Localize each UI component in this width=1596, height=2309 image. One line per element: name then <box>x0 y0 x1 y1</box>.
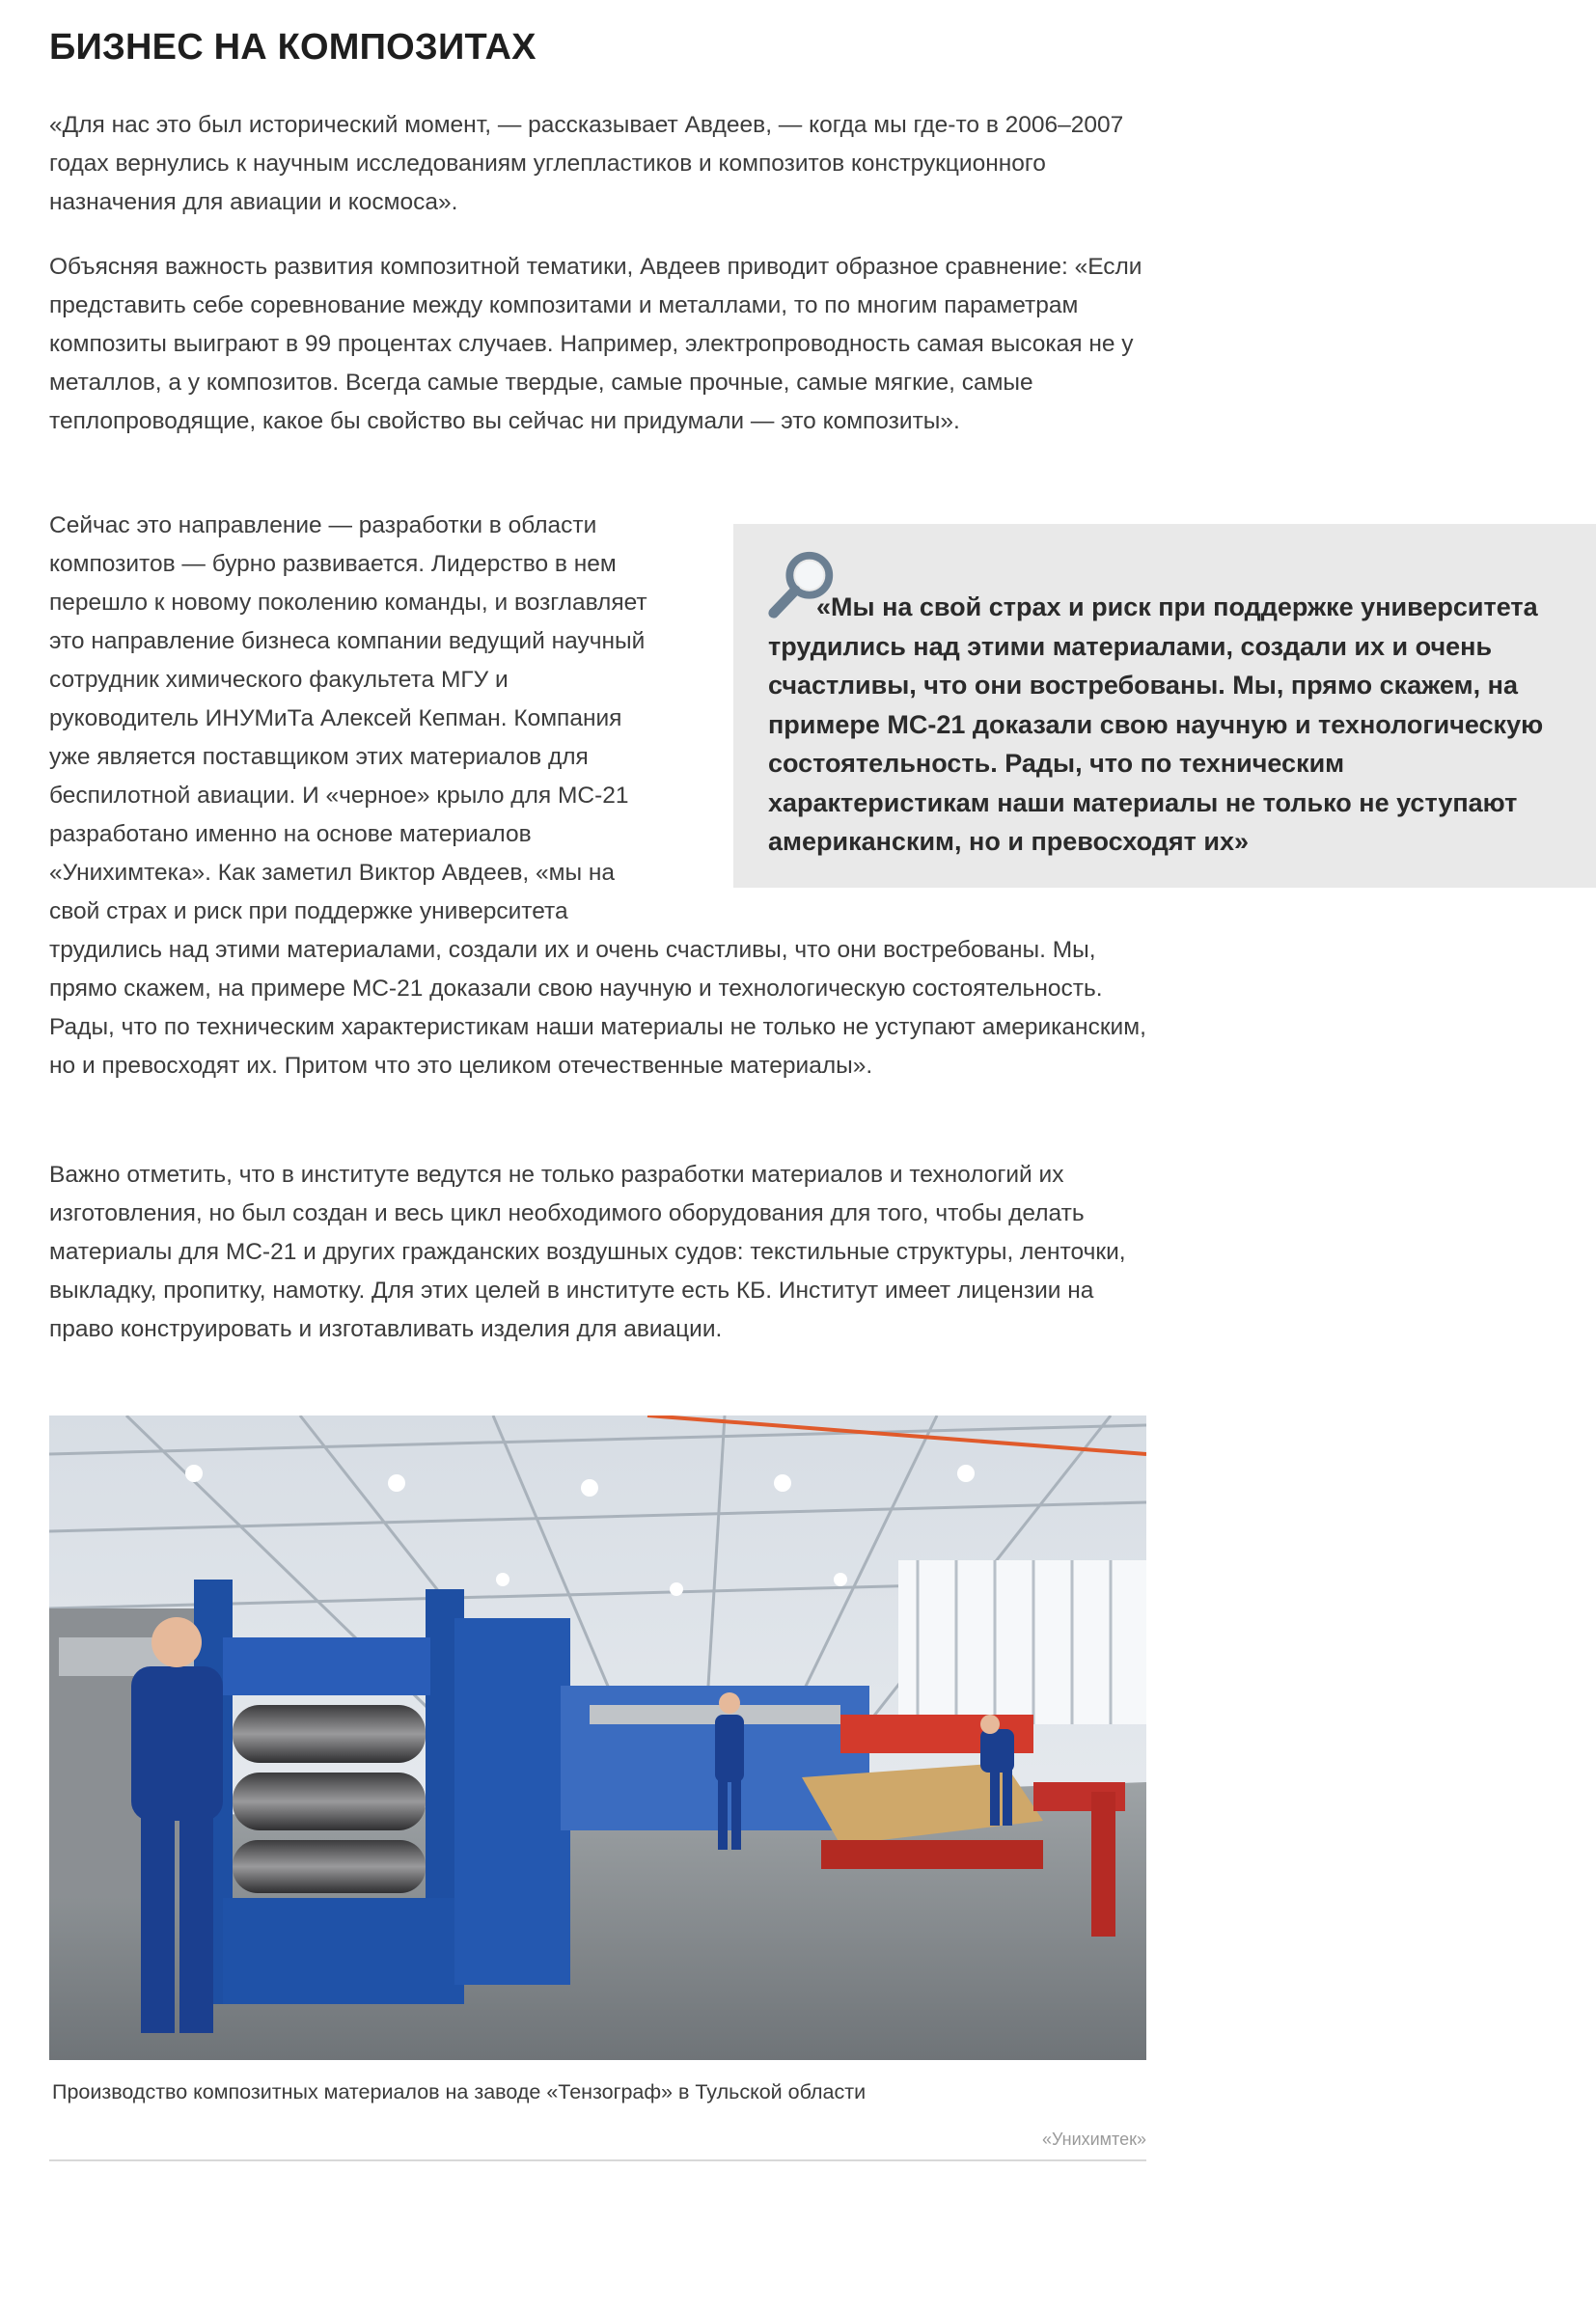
photo-caption: Производство композитных материалов на заводе «Тензограф» в Тульской области <box>52 2080 867 2103</box>
divider <box>49 2159 1146 2161</box>
photo-credit: «Унихимтек» <box>1042 2130 1146 2149</box>
pull-quote-text: «Мы на свой страх и риск при поддержке университета трудились над этими материалами, создали их и очень счастливы, что они востребованы. Мы, прямо скажем, на примере МС-21 доказали свою научную и технологическую состоятельность. Рады, что по техническим характеристикам наши материалы не только не уступают американским, но и превосходят их» <box>768 592 1544 856</box>
pull-quote <box>733 524 1596 888</box>
section-heading: БИЗНЕС НА КОМПОЗИТАХ <box>49 27 537 68</box>
factory-photo <box>49 1416 1146 2060</box>
paragraph-4: Важно отметить, что в институте ведутся не только разработки материалов и технологий их изготовления, но был создан и весь цикл необходимого оборудования для того, чтобы делать материалы для МС-21 и других гражданских воздушных судов: текстильные структуры, ленточки, выкладку, пропитку, намотку. Для этих целей в институте есть КБ. Институт имеет лицензии на право конструировать и изготавливать изделия для авиации. <box>49 1162 1126 1342</box>
paragraph-1: «Для нас это был исторический момент, — рассказывает Авдеев, — когда мы где-то в 2006–2007 годах вернулись к научным исследованиям углепластиков и композитов конструкционного назначения для авиации и космоса». <box>49 112 1124 215</box>
paragraph-3: Сейчас это направление — разработки в области композитов — бурно развивается. Лидерство в нем перешло к новому поколению команды, и возглавляет это направление бизнеса компании ведущий научный сотрудник химического факультета МГУ и руководитель ИНУМиТа Алексей Кепман. Компания уже является поставщиком этих материалов для беспилотной авиации. И «черное» крыло для МС-21 разработано именно на основе материалов «Унихимтека». Как заметил Виктор Авдеев, «мы на свой страх и риск при поддержке университета трудились над этими материалами, создали их и очень счастливы, что они востребованы. Мы, прямо скажем, на примере МС-21 доказали свою научную и технологическую состоятельность. Рады, что по техническим характеристикам наши материалы не только не уступают американским, но и превосходят их. Притом что это целиком отечественные материалы». <box>49 512 1146 1079</box>
paragraph-2: Объясняя важность развития композитной тематики, Авдеев приводит образное сравнение: «Если представить себе соревнование между композитами и металлами, то по многим параметрам композиты выиграют в 99 процентах случаев. Например, электропроводность самая высокая не у металлов, а у композитов. Всегда самые твердые, самые прочные, самые мягкие, самые теплопроводящие, какое бы свойство вы сейчас ни придумали — это композиты». <box>49 254 1142 434</box>
